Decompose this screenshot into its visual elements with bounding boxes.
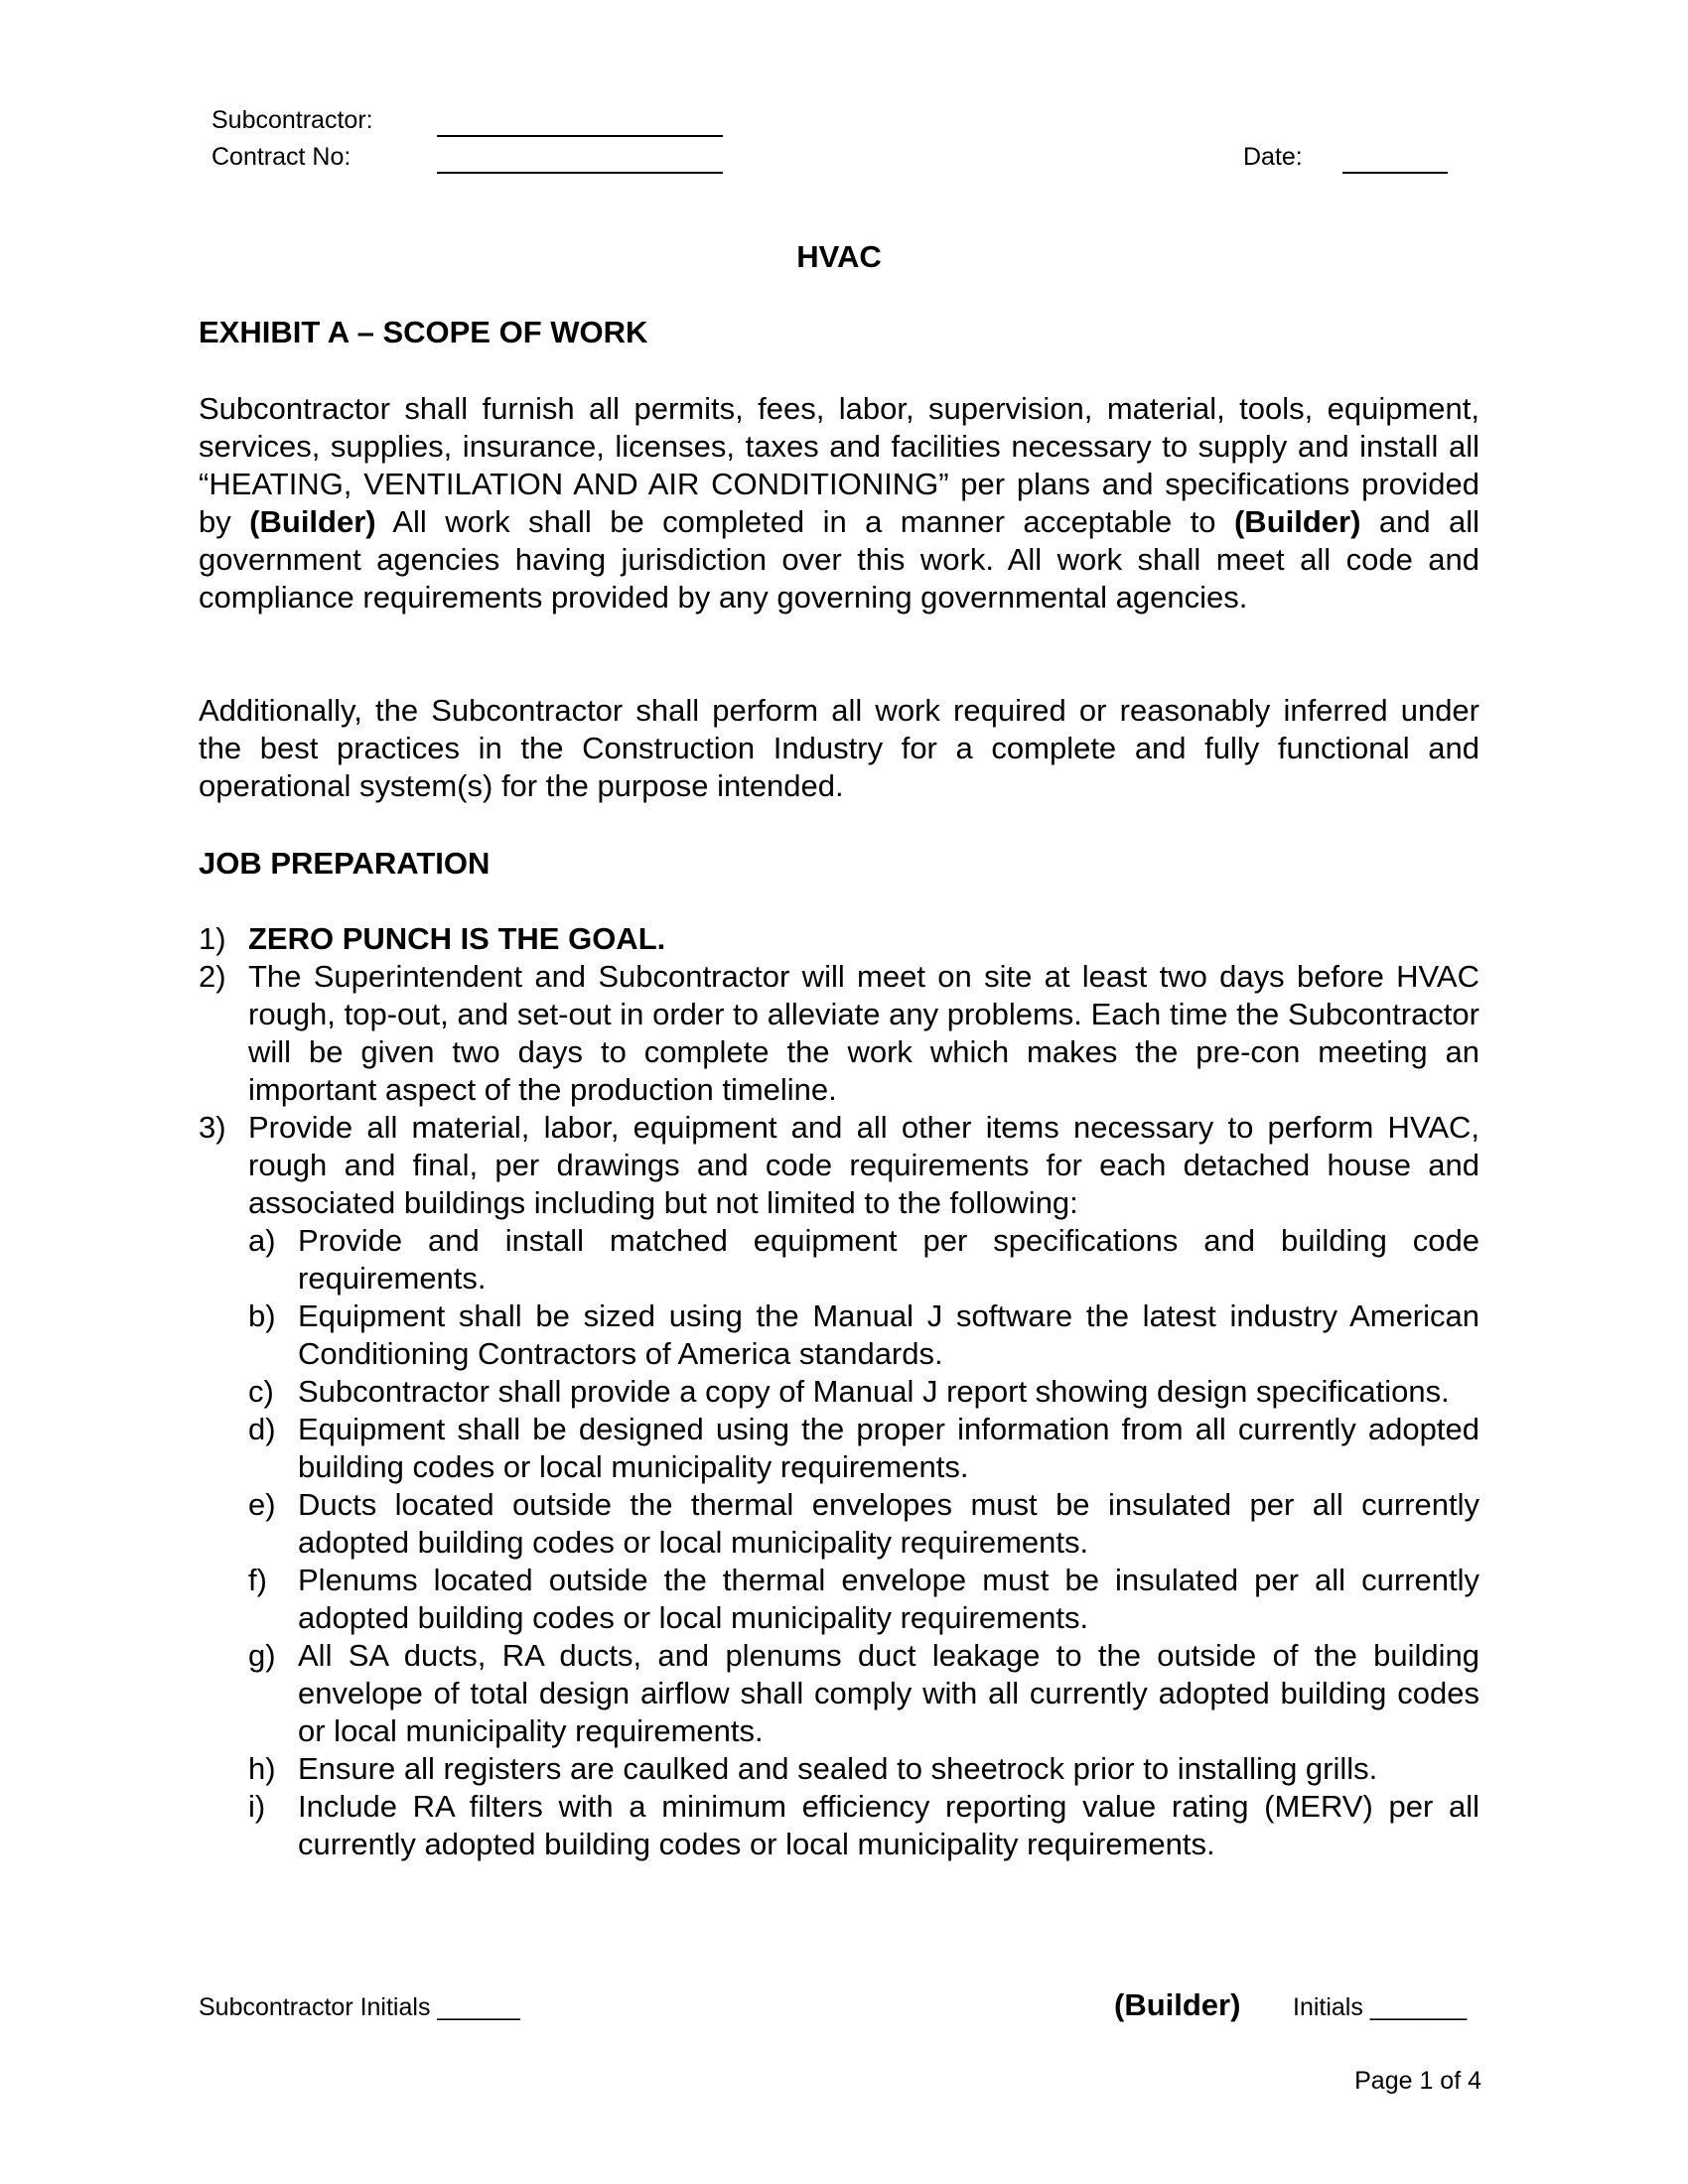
contract-no-label: Contract No:: [211, 143, 352, 171]
list-text: ZERO PUNCH IS THE GOAL.: [248, 921, 666, 956]
sub-list-letter: f): [248, 1563, 267, 1597]
sub-list-item: [199, 1788, 1479, 1863]
date-label: Date:: [1243, 143, 1303, 171]
sub-list-text: Equipment shall be designed using the proper information from all currently adopted building codes or local municipality requirements.: [298, 1412, 1479, 1484]
scope-paragraph: [199, 390, 1479, 616]
builder-initials-label: Initials: [1293, 1993, 1363, 2021]
list-item: [199, 1109, 1479, 1222]
sub-list-text: Equipment shall be sized using the Manual J software the latest industry American Conditioning Contractors of America standards.: [298, 1298, 1479, 1371]
subcontractor-field[interactable]: [437, 109, 723, 137]
sub-list-text: Ensure all registers are caulked and sealed to sheetrock prior to installing grills.: [298, 1751, 1378, 1786]
contract-no-field[interactable]: [437, 146, 723, 174]
page-number: Page 1 of 4: [1354, 2067, 1481, 2095]
sub-list-text: Ducts located outside the thermal envelopes must be insulated per all currently adopted building codes or local municipality requirements.: [298, 1487, 1479, 1560]
sub-list-letter: i): [248, 1789, 266, 1824]
document-title: HVAC: [796, 239, 882, 274]
job-preparation-heading: JOB PREPARATION: [199, 846, 491, 881]
list-item: [199, 958, 1479, 1109]
sub-list-item: [199, 1411, 1479, 1486]
sub-list-letter: c): [248, 1374, 274, 1409]
subcontractor-initials-label: Subcontractor Initials: [199, 1993, 431, 2021]
scope-paragraph-part2: All work shall be completed in a manner acceptable to: [375, 504, 1234, 539]
builder-initials-field[interactable]: _______: [1369, 1993, 1468, 2021]
list-text: Provide all material, labor, equipment and all other items necessary to perform HVAC, rough and final, per drawings and code requirements for each detached house and associated buildings including but not limited to the following:: [248, 1110, 1479, 1220]
additional-paragraph: Additionally, the Subcontractor shall perform all work required or reasonably inferred under the best practices in the Construction Industry for a complete and fully functional and operational system(s) for the purpose intended.: [199, 693, 1479, 803]
list-number: 1): [199, 921, 226, 956]
footer-builder: (Builder): [1114, 1987, 1241, 2022]
subcontractor-initials-field[interactable]: ______: [437, 1993, 520, 2021]
exhibit-heading: EXHIBIT A – SCOPE OF WORK: [199, 315, 648, 349]
sub-list-text: Subcontractor shall provide a copy of Manual J report showing design specifications.: [298, 1374, 1450, 1409]
list-text: The Superintendent and Subcontractor will meet on site at least two days before HVAC rough, top-out, and set-out in order to alleviate any problems. Each time the Subcontractor will be given two days to complete the work which makes the pre-con meeting an important aspect of the production timeline.: [248, 959, 1479, 1107]
sub-list-letter: a): [248, 1223, 276, 1258]
sub-list-letter: d): [248, 1412, 276, 1446]
sub-list-text: Plenums located outside the thermal envelope must be insulated per all currently adopted building codes or local municipality requirements.: [298, 1563, 1479, 1635]
sub-list-letter: g): [248, 1638, 276, 1673]
list-number: 3): [199, 1110, 226, 1145]
builder-ref-1: (Builder): [249, 504, 376, 539]
sub-list-text: Include RA filters with a minimum efficiency reporting value rating (MERV) per all currently adopted building codes or local municipality requirements.: [298, 1789, 1479, 1861]
list-number: 2): [199, 959, 226, 994]
sub-list-letter: b): [248, 1298, 276, 1333]
builder-ref-2: (Builder): [1233, 504, 1361, 539]
sub-list-item: [199, 1222, 1479, 1297]
builder-initials: [1293, 1993, 1467, 2022]
sub-list-item: [199, 1562, 1479, 1637]
subcontractor-label: Subcontractor:: [211, 106, 373, 134]
scope-paragraph-part1: Subcontractor shall furnish all permits, fees, labor, supervision, material, tools, equipment, services, supplies, insurance, licenses, taxes and facilities necessary to supply and install all “HEATING, VENTILATION AND AIR CONDITIONING” per plans and specifications provided by: [199, 391, 1479, 539]
sub-list-item: [199, 1486, 1479, 1562]
sub-list-letter: e): [248, 1487, 276, 1522]
subcontractor-initials: [199, 1993, 520, 2022]
sub-list-item: [199, 1373, 1479, 1411]
sub-list-text: All SA ducts, RA ducts, and plenums duct leakage to the outside of the building envelope of total design airflow shall comply with all currently adopted building codes or local municipality requirements.: [298, 1638, 1479, 1748]
job-preparation-list: [199, 920, 1479, 1863]
sub-list-text: Provide and install matched equipment per specifications and building code requirements.: [298, 1223, 1479, 1296]
date-field[interactable]: [1342, 146, 1448, 174]
sub-list-item: [199, 1637, 1479, 1750]
sub-list-item: [199, 1297, 1479, 1373]
list-item: [199, 920, 1479, 958]
sub-list-item: [199, 1750, 1479, 1788]
sub-list-letter: h): [248, 1751, 276, 1786]
scope-paragraph-part3: and all government agencies having jurisdiction over this work. All work shall meet all code and compliance requirements provided by any governing governmental agencies.: [199, 504, 1480, 614]
